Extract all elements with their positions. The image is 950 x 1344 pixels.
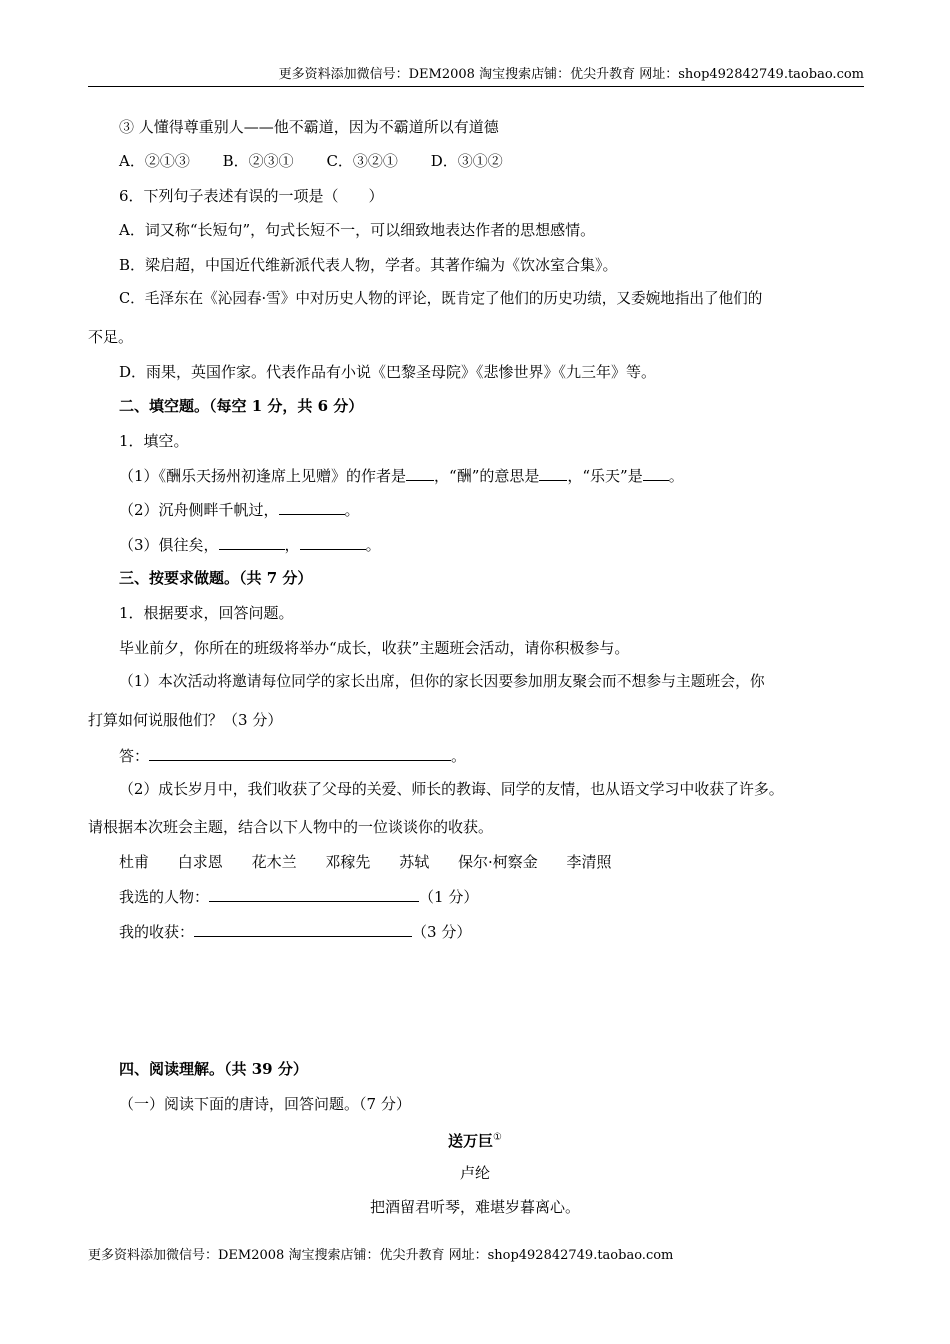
q5-item-3: ③ 人懂得尊重别人——他不霸道，因为不霸道所以有道德 (119, 118, 499, 136)
person-name: 杜甫 (119, 853, 150, 871)
blank[interactable] (219, 533, 285, 550)
pick-person-label: 我选的人物： (119, 888, 210, 906)
gain-blank[interactable] (194, 920, 412, 937)
sec2-sub1-text-b: ，“酬”的意思是 (434, 467, 540, 485)
person-name: 苏轼 (399, 853, 430, 871)
person-name: 李清照 (566, 853, 612, 871)
poem-title-text: 送万巨 (448, 1132, 494, 1150)
q6-option-b: B．梁启超，中国近代维新派代表人物，学者。其著作编为《饮冰室合集》。 (119, 256, 618, 274)
poem-footnote-mark: ① (493, 1132, 502, 1143)
person-name: 保尔·柯察金 (457, 853, 538, 871)
sec3-p2-line1: （2）成长岁月中，我们收获了父母的关爱、师长的教诲、同学的友情，也从语文学习中收获了许多。 (119, 780, 784, 798)
q6-option-c-line2: 不足。 (88, 328, 134, 346)
people-list (119, 851, 636, 873)
poem-author: 卢纶 (459, 1164, 490, 1182)
sec3-p2-line2: 请根据本次班会主题，结合以下人物中的一位谈谈你的收获。 (88, 818, 494, 836)
blank[interactable] (539, 464, 567, 481)
blank[interactable] (643, 464, 669, 481)
q5-option-a: A．②①③ (119, 152, 190, 170)
pick-person-score: （1 分） (419, 888, 479, 906)
sec2-sub2-text-b: 。 (344, 501, 360, 519)
pick-person-blank[interactable] (209, 885, 419, 902)
sec3-answer-line (119, 744, 466, 767)
sec2-sub2 (119, 498, 360, 521)
sec2-q1: 1．填空。 (119, 432, 189, 450)
section-4-title: 四、阅读理解。（共 39 分） (119, 1060, 308, 1078)
q6-option-c-line1: C．毛泽东在《沁园春·雪》中对历史人物的评论，既肯定了他们的历史功绩，又委婉地指出了他们的 (119, 290, 763, 307)
poem-title (0, 1127, 950, 1152)
sec2-sub3-text-c: 。 (365, 536, 381, 554)
sec2-sub3 (119, 533, 381, 556)
sec3-q1: 1．根据要求，回答问题。 (119, 604, 294, 622)
gain-score: （3 分） (412, 923, 472, 941)
q5-option-b: B．②③① (222, 152, 294, 170)
q6-option-d: D．雨果，英国作家。代表作品有小说《巴黎圣母院》《悲惨世界》《九三年》等。 (119, 363, 657, 381)
gain-line (119, 920, 471, 943)
person-name: 邓稼先 (325, 853, 371, 871)
q6-stem: 6．下列句子表述有误的一项是（ ） (119, 187, 384, 205)
pick-person-line (119, 885, 478, 908)
blank[interactable] (279, 498, 345, 515)
sec2-sub1-text-d: 。 (668, 467, 684, 485)
page-footer: 更多资料添加微信号：DEM2008 淘宝搜索店铺：优尖升教育 网址：shop492842749.taobao.com (88, 1248, 674, 1263)
page-header: 更多资料添加微信号：DEM2008 淘宝搜索店铺：优尖升教育 网址：shop492842749.taobao.com (88, 66, 864, 87)
poem-line-1: 把酒留君听琴，难堪岁暮离心。 (369, 1198, 580, 1216)
sec3-p1-line1: （1）本次活动将邀请每位同学的家长出席，但你的家长因要参加朋友聚会而不想参与主题班会，你 (119, 673, 765, 690)
q5-option-d: D．③①② (430, 152, 503, 170)
person-name: 花木兰 (251, 853, 297, 871)
answer-label: 答： (119, 747, 150, 765)
sec2-sub3-text-a: （3）俱往矣， (119, 536, 219, 554)
sec4-sub1: （一）阅读下面的唐诗，回答问题。（7 分） (119, 1095, 411, 1113)
sec3-p1-line2: 打算如何说服他们？（3 分） (88, 711, 283, 729)
q6-option-a: A．词又称“长短句”，句式长短不一，可以细致地表达作者的思想感情。 (119, 221, 596, 239)
blank[interactable] (406, 464, 434, 481)
section-3-title: 三、按要求做题。（共 7 分） (119, 569, 313, 587)
q5-option-c: C．③②① (326, 152, 398, 170)
sec2-sub1-text-c: ，“乐天”是 (567, 467, 643, 485)
q5-options (119, 150, 531, 172)
answer-end: 。 (451, 747, 467, 765)
section-2-title: 二、填空题。（每空 1 分，共 6 分） (119, 397, 364, 415)
sec2-sub1 (119, 464, 684, 487)
answer-blank[interactable] (149, 744, 451, 761)
gain-label: 我的收获： (119, 923, 195, 941)
sec2-sub1-text-a: （1）《酬乐天扬州初逢席上见赠》的作者是 (119, 467, 407, 485)
blank[interactable] (300, 533, 366, 550)
sec2-sub2-text-a: （2）沉舟侧畔千帆过， (119, 501, 279, 519)
sec2-sub3-text-b: ， (284, 536, 300, 554)
sec3-intro: 毕业前夕，你所在的班级将举办“成长，收获”主题班会活动，请你积极参与。 (119, 639, 630, 657)
person-name: 白求恩 (177, 853, 223, 871)
